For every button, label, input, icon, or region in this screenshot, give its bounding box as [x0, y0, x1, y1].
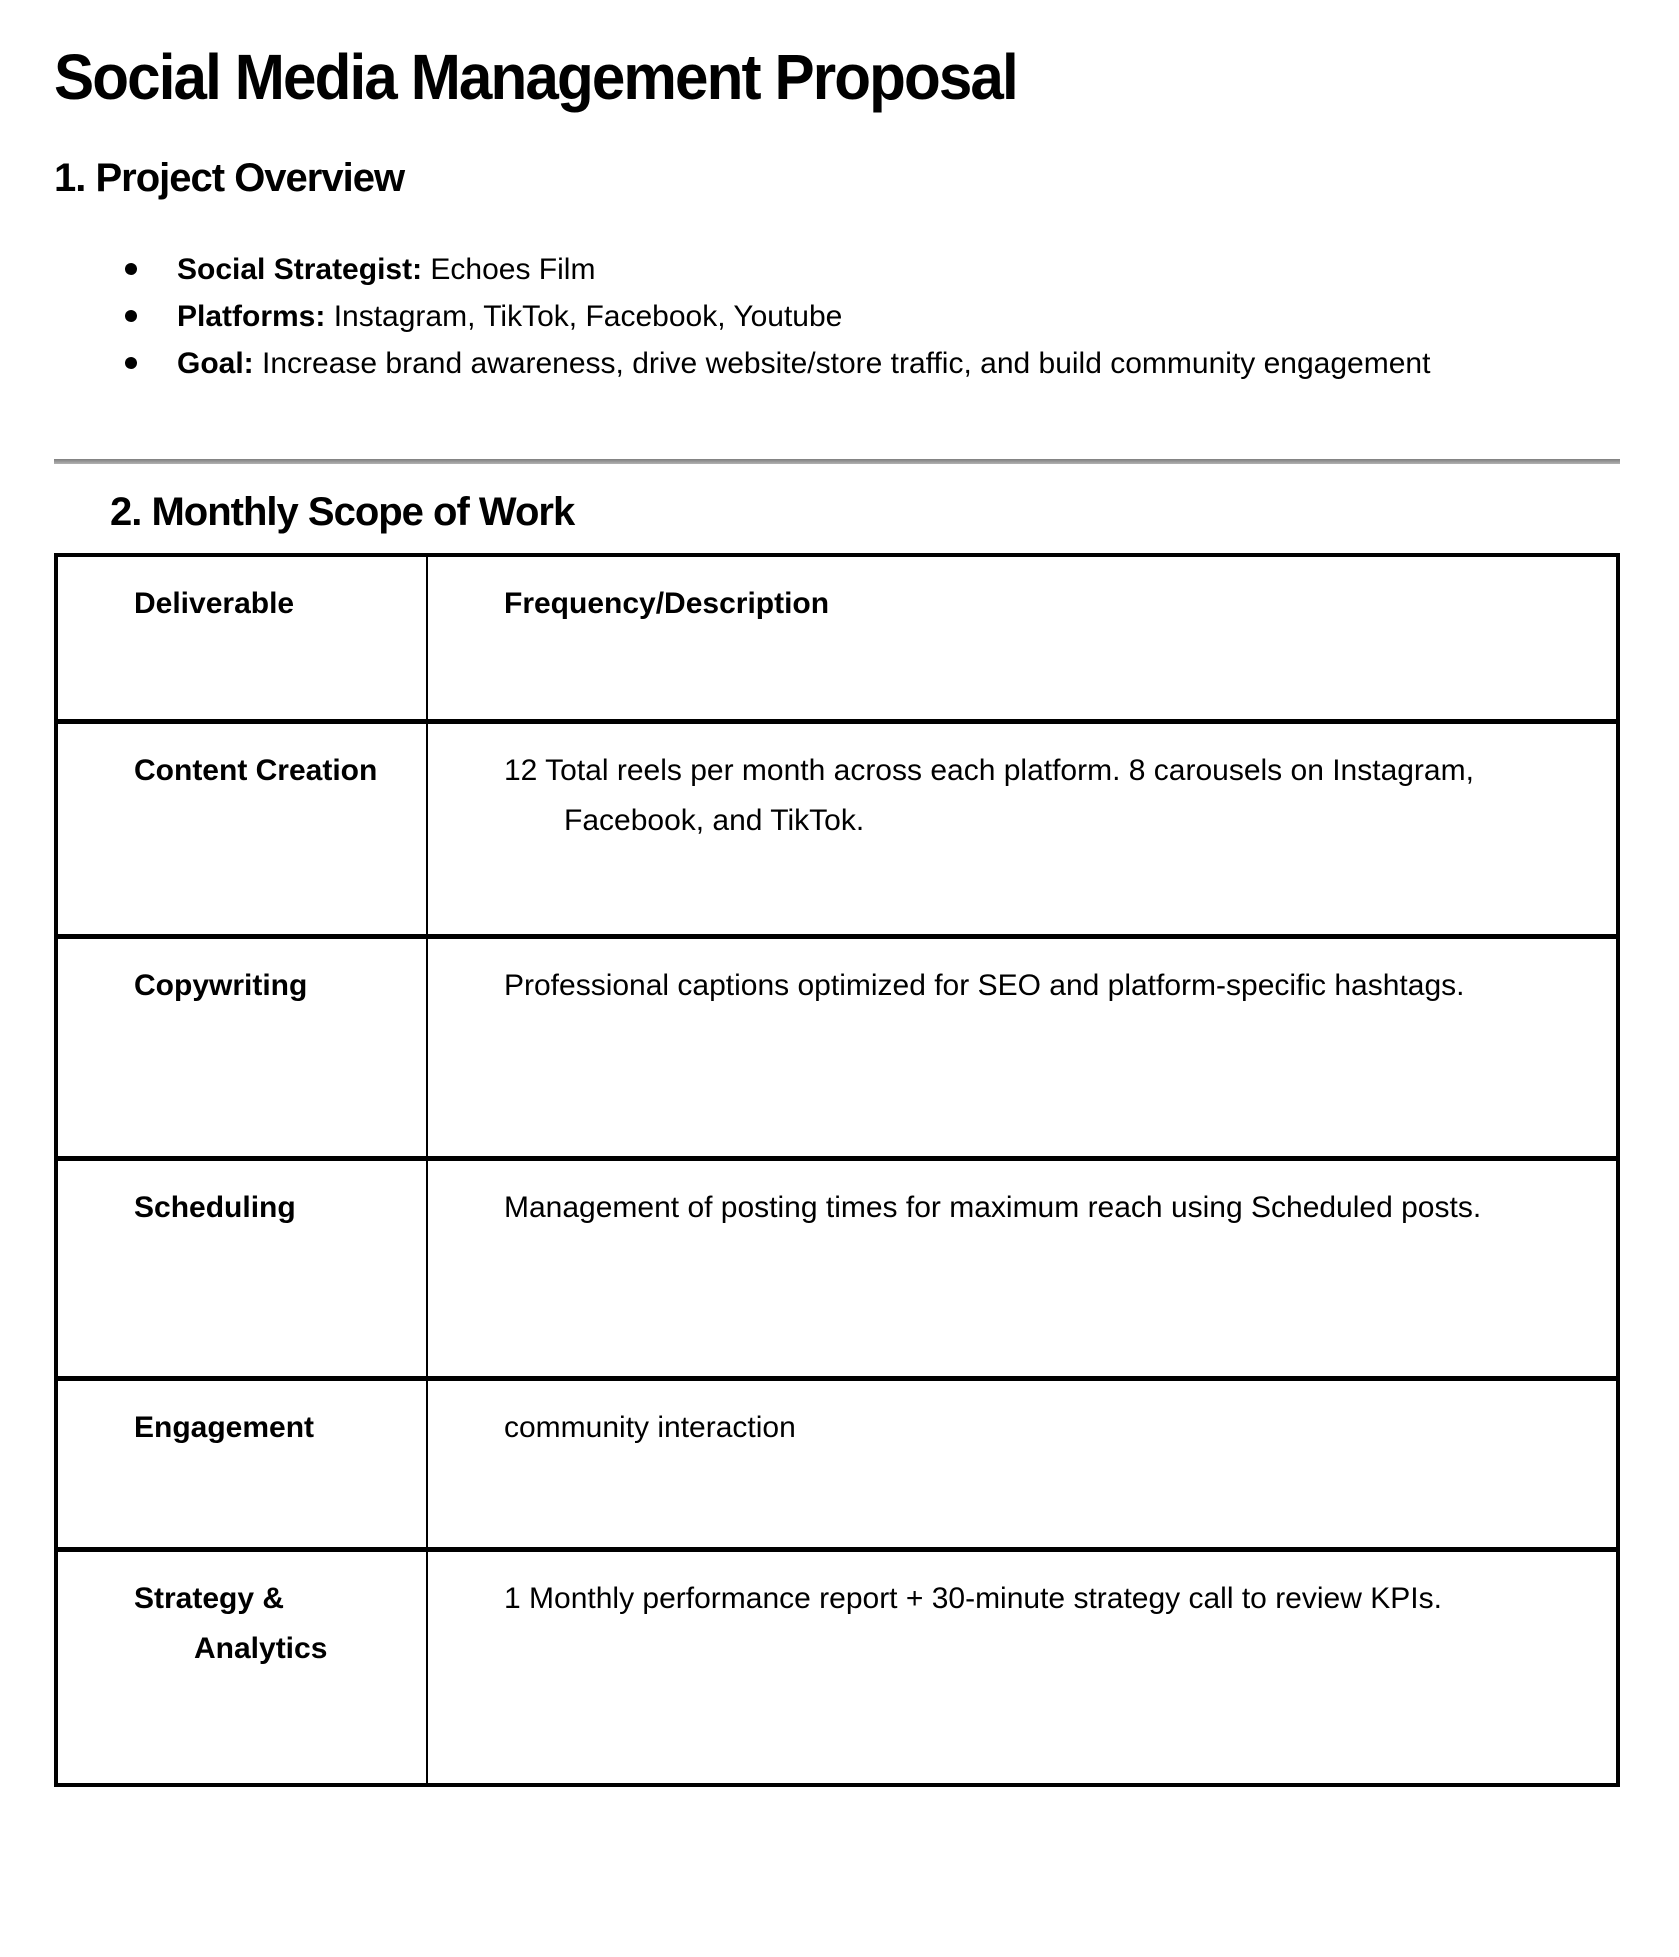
bullet-text: Echoes Film — [422, 252, 596, 286]
scope-heading: 2. Monthly Scope of Work — [110, 489, 575, 534]
bullet-dot-icon — [125, 310, 137, 322]
table-row-copywriting — [56, 937, 1618, 1159]
deliverable-cell — [56, 1550, 427, 1785]
bullet-dot-icon — [125, 357, 137, 369]
table-row-engagement — [56, 1379, 1618, 1550]
header-text: Frequency/Description — [504, 586, 830, 620]
table-row-content-creation — [56, 722, 1618, 937]
description-cell — [427, 1550, 1618, 1785]
deliverable-cell — [56, 1159, 427, 1379]
section-divider — [54, 459, 1620, 464]
description-cell — [427, 937, 1618, 1159]
description-cell — [427, 1379, 1618, 1550]
overview-bullet-list — [177, 246, 1477, 387]
bullet-label: Platforms: — [177, 299, 326, 333]
bullet-text: Increase brand awareness, drive website/store traffic, and build community engagement — [253, 346, 1431, 380]
bullet-item-social-strategist — [177, 246, 1477, 293]
description-text: 1 Monthly performance report + 30-minute strategy call to review KPIs. — [504, 1582, 1442, 1616]
bullet-label: Social Strategist: — [177, 252, 423, 286]
table-row-strategy-analytics — [56, 1550, 1618, 1785]
deliverable-column-header — [56, 555, 427, 722]
bullet-text: Instagram, TikTok, Facebook, Youtube — [325, 299, 843, 333]
deliverable-text: Content Creation — [134, 754, 378, 788]
header-text: Deliverable — [134, 586, 295, 620]
deliverable-text: Copywriting — [134, 969, 308, 1003]
description-cell — [427, 722, 1618, 937]
bullet-item-goal — [177, 340, 1477, 387]
frequency-description-column-header — [427, 555, 1618, 722]
document-title: Social Media Management Proposal — [54, 41, 1017, 113]
bullet-item-platforms — [177, 293, 1477, 340]
description-text: community interaction — [504, 1411, 796, 1445]
description-text: Professional captions optimized for SEO and platform-specific hashtags. — [504, 969, 1465, 1003]
table-header-row — [56, 555, 1618, 722]
description-text: Management of posting times for maximum reach using Scheduled posts. — [504, 1191, 1482, 1225]
deliverable-text: Engagement — [134, 1411, 315, 1445]
overview-heading: 1. Project Overview — [54, 155, 405, 200]
description-cell — [427, 1159, 1618, 1379]
deliverable-cell — [56, 722, 427, 937]
deliverable-text: Strategy & Analytics — [134, 1582, 328, 1666]
description-text: 12 Total reels per month across each platform. 8 carousels on Instagram, Facebook, and TikTok. — [504, 754, 1474, 838]
deliverable-text: Scheduling — [134, 1191, 296, 1225]
bullet-label: Goal: — [177, 346, 254, 380]
bullet-dot-icon — [125, 263, 137, 275]
deliverable-cell — [56, 937, 427, 1159]
table-row-scheduling — [56, 1159, 1618, 1379]
deliverable-cell — [56, 1379, 427, 1550]
scope-of-work-table — [54, 553, 1620, 1787]
